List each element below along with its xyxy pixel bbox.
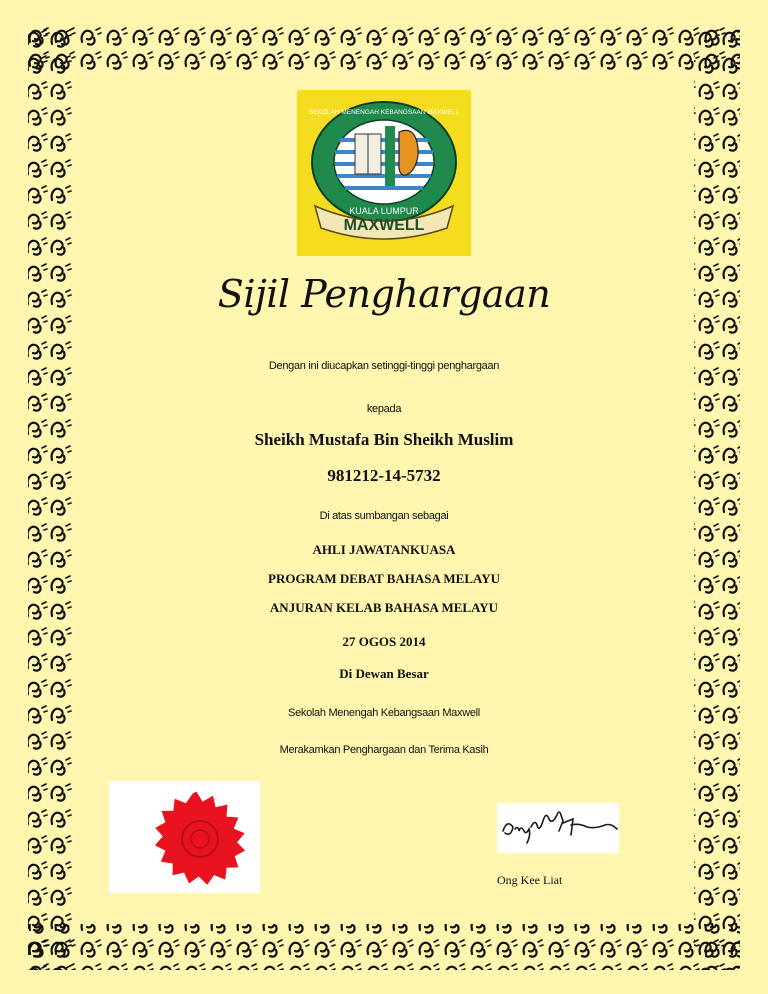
school-logo — [297, 90, 471, 256]
school-name-text: Sekolah Menengah Kebangsaan Maxwell — [288, 707, 480, 719]
official-seal — [109, 781, 260, 893]
organizer-text: ANJURAN KELAB BAHASA MELAYU — [269, 600, 499, 615]
venue-text: Di Dewan Besar — [339, 666, 429, 681]
intro-text: Dengan ini diucapkan setinggi-tinggi penghargaan — [268, 360, 500, 372]
kepada-text: kepada — [366, 403, 402, 415]
signature — [497, 803, 619, 853]
program-text: PROGRAM DEBAT BAHASA MELAYU — [268, 571, 500, 586]
recipient-name: Sheikh Mustafa Bin Sheikh Muslim — [254, 430, 514, 449]
logo-banner-text: MAXWELL — [343, 217, 425, 234]
recipient-id: 981212-14-5732 — [327, 466, 441, 485]
closing-text: Merakamkan Penghargaan dan Terima Kasih — [279, 744, 489, 756]
logo-arc-text: SEKOLAH MENENGAH KEBANGSAAN MAXWELL — [308, 109, 460, 116]
logo-city-text: KUALA LUMPUR — [349, 206, 419, 216]
contribution-text: Di atas sumbangan sebagai — [319, 510, 449, 522]
role-text: AHLI JAWATANKUASA — [312, 542, 456, 557]
date-text: 27 OGOS 2014 — [342, 634, 426, 649]
signer-name: Ong Kee Liat — [497, 873, 563, 887]
certificate-title: Sijil Penghargaan — [217, 272, 551, 316]
